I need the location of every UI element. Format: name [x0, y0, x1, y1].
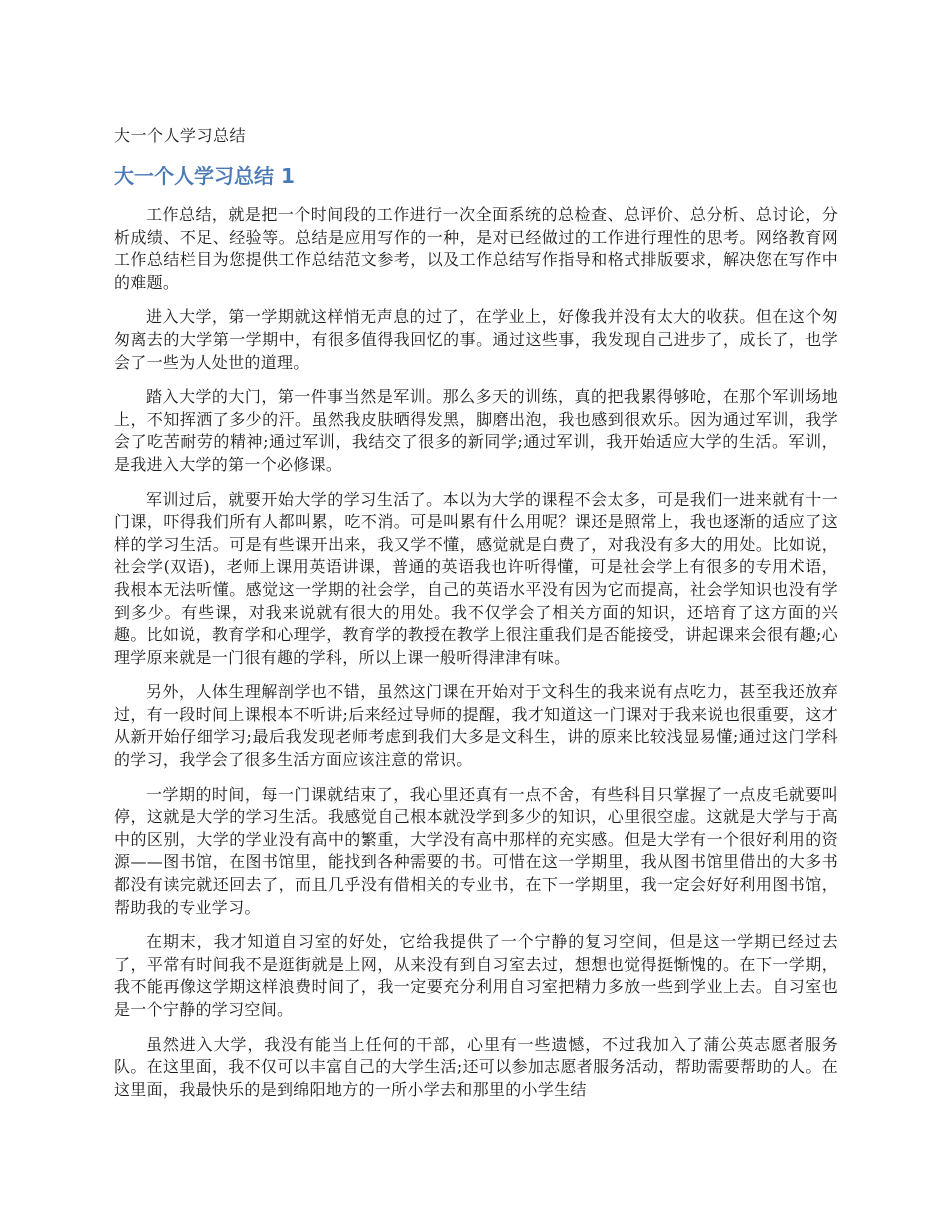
paragraph-3: 踏入大学的大门，第一件事当然是军训。那么多天的训练，真的把我累得够呛，在那个军训场地上，不知挥洒了多少的汗。虽然我皮肤晒得发黑，脚磨出泡，我也感到很欢乐。因为通过军训，我学会了吃苦耐劳的精神;通过军训，我结交了很多的新同学;通过军训，我开始适应大学的生活。军训，是我进入大学的第一个必修课。 [114, 387, 838, 474]
paragraph-1: 工作总结，就是把一个时间段的工作进行一次全面系统的总检查、总评价、总分析、总讨论，分析成绩、不足、经验等。总结是应用写作的一种，是对已经做过的工作进行理性的思考。网络教育网工作总结栏目为您提供工作总结范文参考，以及工作总结写作指导和格式排版要求，解决您在写作中的难题。 [114, 205, 838, 292]
document-body [114, 124, 838, 1113]
paragraph-6: 一学期的时间，每一门课就结束了，我心里还真有一点不舍，有些科目只掌握了一点皮毛就要叫停，这就是大学的学习生活。我感觉自己根本就没学到多少的知识，心里很空虚。这就是大学与于高中的区别，大学的学业没有高中的繁重，大学没有高中那样的充实感。但是大学有一个很好利用的资源——图书馆，在图书馆里，能找到各种需要的书。可惜在这一学期里，我从图书馆里借出的大多书都没有读完就还回去了，而且几乎没有借相关的专业书，在下一学期里，我一定会好好利用图书馆，帮助我的专业学习。 [114, 784, 838, 917]
document-title: 大一个人学习总结 [114, 126, 247, 145]
paragraph-7: 在期末，我才知道自习室的好处，它给我提供了一个宁静的复习空间，但是这一学期已经过去了，平常有时间我不是逛街就是上网，从来没有到自习室去过，想想也觉得挺惭愧的。在下一学期，我不能再像这学期这样浪费时间了，我一定要充分利用自习室把精力多放一些到学业上去。自习室也是一个宁静的学习空间。 [114, 932, 838, 1019]
paragraph-5: 另外，人体生理解剖学也不错，虽然这门课在开始对于文科生的我来说有点吃力，甚至我还放弃过，有一段时间上课根本不听讲;后来经过导师的提醒，我才知道这一门课对于我来说也很重要，这才从新开始仔细学习;最后我发现老师考虑到我们大多是文科生，讲的原来比较浅显易懂;通过这门学科的学习，我学会了很多生活方面应该注意的常识。 [114, 682, 838, 770]
section-heading: 大一个人学习总结 1 [114, 164, 295, 188]
paragraph-4: 军训过后，就要开始大学的学习生活了。本以为大学的课程不会太多，可是我们一进来就有十一门课，吓得我们所有人都叫累，吃不消。可是叫累有什么用呢？课还是照常上，我也逐渐的适应了这样的学习生活。可是有些课开出来，我又学不懂，感觉就是白费了，对我没有多大的用处。比如说，社会学(双语)，老师上课用英语讲课，普通的英语我也许听得懂，可是社会学上有很多的专用术语，我根本无法听懂。感觉这一学期的社会学，自己的英语水平没有因为它而提高，社会学知识也没有学到多少。有些课，对我来说就有很大的用处。我不仅学会了相关方面的知识，还培育了这方面的兴趣。比如说，教育学和心理学，教育学的教授在教学上很注重我们是否能接受，讲起课来会很有趣;心理学原来就是一门很有趣的学科，所以上课一般听得津津有味。 [114, 489, 838, 667]
paragraph-2: 进入大学，第一学期就这样悄无声息的过了，在学业上，好像我并没有太大的收获。但在这个匆匆离去的大学第一学期中，有很多值得我回忆的事。通过这些事，我发现自己进步了，成长了，也学会了一些为人处世的道理。 [114, 307, 838, 372]
paragraph-8: 虽然进入大学，我没有能当上任何的干部，心里有一些遗憾，不过我加入了蒲公英志愿者服务队。在这里面，我不仅可以丰富自己的大学生活;还可以参加志愿者服务活动，帮助需要帮助的人。在这里面，我最快乐的是到绵阳地方的一所小学去和那里的小学生结 [114, 1034, 838, 1099]
